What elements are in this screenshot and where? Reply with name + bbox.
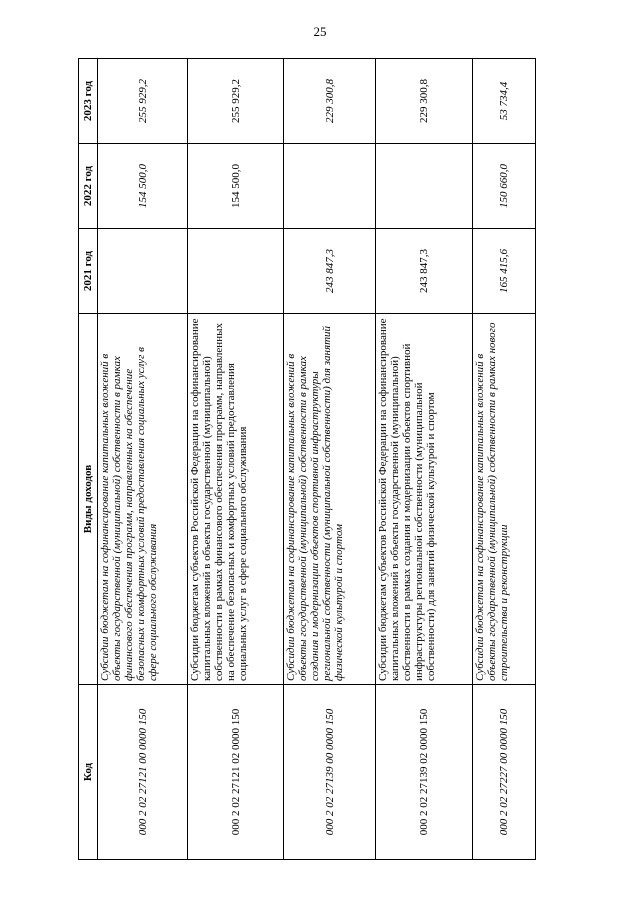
header-code: Код xyxy=(79,685,98,860)
row-description: Субсидии бюджетам субъектов Российской Федерации на софинансирование капитальных вложений в объекты государственной (муниципальной) собственности в рамках создания и модернизации объектов спортивной инфраструктуры региональной собственности (муниципальной собственности) для занятий физической культурой и спортом xyxy=(376,314,472,685)
row-value-2023: 255 929,2 xyxy=(188,59,284,144)
row-code: 000 2 02 27121 02 0000 150 xyxy=(188,685,284,860)
header-2022: 2022 год xyxy=(79,144,98,229)
row-value-2022 xyxy=(284,144,376,229)
row-value-2022: 154 500,0 xyxy=(98,144,188,229)
row-value-2021 xyxy=(98,229,188,314)
table-row xyxy=(98,59,188,860)
table-row xyxy=(188,59,284,860)
table-row xyxy=(472,59,535,860)
row-value-2023: 255 929,2 xyxy=(98,59,188,144)
table-row xyxy=(284,59,376,860)
row-value-2021: 243 847,3 xyxy=(376,229,472,314)
row-code: 000 2 02 27139 00 0000 150 xyxy=(284,685,376,860)
row-description: Субсидии бюджетам на софинансирование капитальных вложений в объекты государственной (муниципальной) собственности в рамках финансового обеспечения программ, направленных на обеспечение безопасных и комфортных условий предоставления социальных услуг в сфере социального обслуживания xyxy=(98,314,188,685)
header-2021: 2021 год xyxy=(79,229,98,314)
row-value-2022: 154 500,0 xyxy=(188,144,284,229)
row-description: Субсидии бюджетам на софинансирование капитальных вложений в объекты государственной (муниципальной) собственности в рамках создания и модернизации объектов спортивной инфраструктуры региональной собственности (муниципальной собственности) для занятий физической культурой и спортом xyxy=(284,314,376,685)
header-type: Виды доходов xyxy=(79,314,98,685)
header-2023: 2023 год xyxy=(79,59,98,144)
row-value-2021: 165 415,6 xyxy=(472,229,535,314)
revenue-table xyxy=(78,58,536,860)
row-value-2021 xyxy=(188,229,284,314)
row-code: 000 2 02 27227 00 0000 150 xyxy=(472,685,535,860)
table-row xyxy=(376,59,472,860)
row-value-2023: 229 300,8 xyxy=(284,59,376,144)
row-description: Субсидии бюджетам субъектов Российской Федерации на софинансирование капитальных вложений в объекты государственной (муниципальной) собственности в рамках финансового обеспечения программ, направленных на обеспечение безопасных и комфортных условий предоставления социальных услуг в сфере социального обслуживания xyxy=(188,314,284,685)
row-code: 000 2 02 27139 02 0000 150 xyxy=(376,685,472,860)
row-code: 000 2 02 27121 00 0000 150 xyxy=(98,685,188,860)
row-value-2022 xyxy=(376,144,472,229)
table-header-row xyxy=(79,59,98,860)
row-value-2022: 150 660,0 xyxy=(472,144,535,229)
row-value-2023: 53 734,4 xyxy=(472,59,535,144)
rotated-table-wrapper xyxy=(78,59,536,860)
page-number: 25 xyxy=(313,24,327,39)
row-value-2023: 229 300,8 xyxy=(376,59,472,144)
row-value-2021: 243 847,3 xyxy=(284,229,376,314)
row-description: Субсидии бюджетам на софинансирование капитальных вложений в объекты государственной (муниципальной) собственности в рамках нового строительства и реконструкции xyxy=(472,314,535,685)
